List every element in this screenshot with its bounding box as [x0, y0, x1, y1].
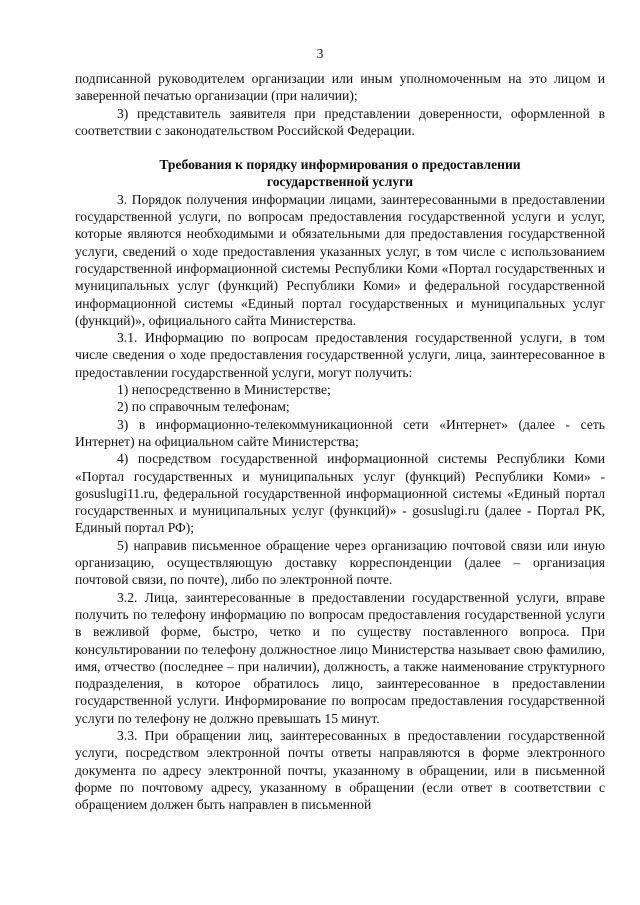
paragraph-3-3: 3.3. При обращении лиц, заинтересованных в предоставлении государственной услуги, посредством электронной почты ответы направляются в форме электронного документа по адресу электронной почты, указанному в обращении, или в письменной форме по почтовому адресу, указанному в обращении (если ответ в соответствии с обращением должен быть направлен в письменной — [75, 727, 605, 813]
paragraph-3-1: 3.1. Информацию по вопросам предоставления государственной услуги, в том числе сведения о ходе предоставления государственной услуги, лица, заинтересованное в предоставлении государственной услуги, могут получить: — [75, 330, 605, 380]
document-body — [75, 70, 605, 813]
section-heading-line-1: Требования к порядку информирования о предоставлении — [159, 157, 521, 173]
paragraph-continuation: подписанной руководителем организации или иным уполномоченным на это лицом и заверенной печатью организации (при наличии); — [75, 71, 605, 104]
list-item-5: 5) направив письменное обращение через организацию почтовой связи или иную организацию, осуществляющую доставку корреспонденции (далее – организация почтовой связи, по почте), либо по электронной почте. — [75, 537, 605, 588]
page-number: 3 — [316, 46, 324, 61]
paragraph-3: 3. Порядок получения информации лицами, заинтересованными в предоставлении государственной услуги, по вопросам предоставления государственной услуги и услуг, которые являются необходимыми и обязательными для предоставления государственной услуги, сведений о ходе предоставления указанных услуг, в том числе с использованием государственной информационной системы Республики Коми «Портал государственных и муниципальных услуг (функций) Республики Коми» и федеральной государственной информационной системы «Единый портал государственных и муниципальных услуг (функций)», официального сайта Министерства. — [75, 191, 605, 328]
list-item-2: 2) по справочным телефонам; — [117, 399, 290, 415]
paragraph-3-2: 3.2. Лица, заинтересованные в предоставлении государственной услуги, вправе получить по телефону информацию по вопросам предоставления государственной услуги в вежливой форме, быстро, четко и по существу поставленного вопроса. При консультировании по телефону должностное лицо Министерства называет свою фамилию, имя, отчество (последнее – при наличии), должность, а также наименование структурного подразделения, в которое обратилось лицо, заинтересованное в предоставлении государственной услуги. Информирование по вопросам предоставления государственной услуги по телефону не должно превышать 15 минут. — [75, 589, 605, 726]
list-item-1: 1) непосредственно в Министерстве; — [117, 382, 331, 398]
section-heading-line-2: государственной услуги — [266, 174, 414, 190]
section-heading — [75, 156, 605, 191]
paragraph-item-3: 3) представитель заявителя при представлении доверенности, оформленной в соответствии с законодательством Российской Федерации. — [75, 105, 605, 138]
list-item-4: 4) посредством государственной информационной системы Республики Коми «Портал государственных и муниципальных услуг (функций) Республики Коми» - gosuslugi11.ru, федеральной государственной информационной системы «Единый портал государственных и муниципальных услуг (функций)» - gosuslugi.ru (далее - Портал РК, Единый портал РФ); — [75, 451, 605, 536]
list-item-3: 3) в информационно-телекоммуникационной сети «Интернет» (далее - сеть Интернет) на официальном сайте Министерства; — [75, 416, 605, 449]
